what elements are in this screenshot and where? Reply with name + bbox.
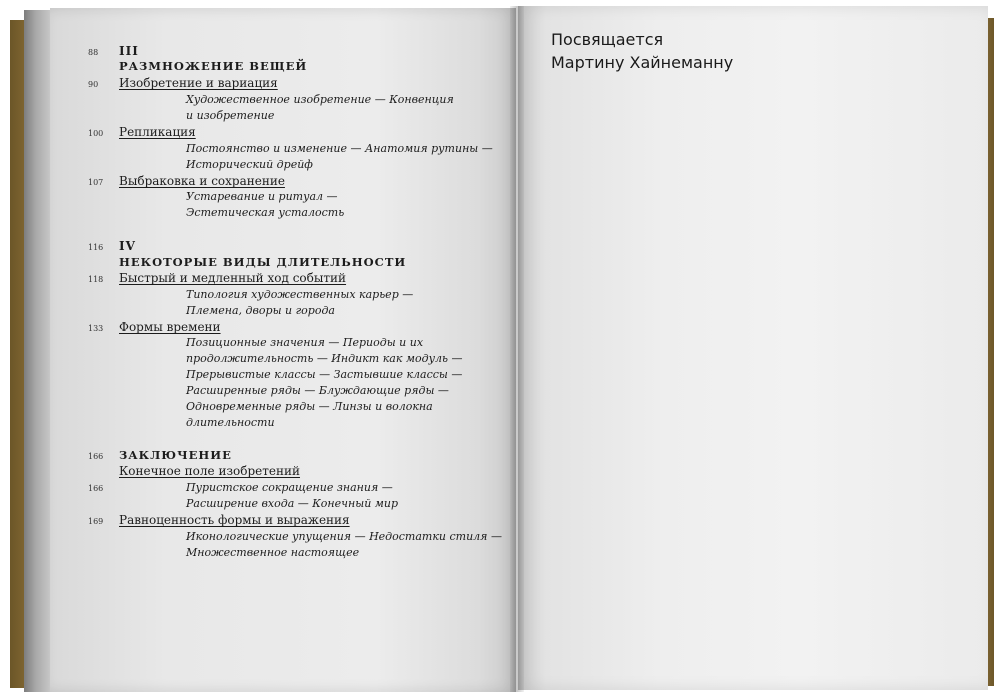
- chapter-link[interactable]: Равноценность формы и выражения: [119, 513, 350, 527]
- dedication-line: Посвящается: [551, 30, 664, 49]
- dedication: [551, 28, 733, 74]
- chapter-link[interactable]: Выбраковка и сохранение: [119, 174, 285, 188]
- subtopic: Одновременные ряды — Линзы и волокна: [186, 400, 433, 413]
- subtopic: Эстетическая усталость: [186, 206, 345, 219]
- page-number: 166: [88, 484, 104, 493]
- subtopic: Устаревание и ритуал —: [186, 190, 338, 203]
- section-title: НЕКОТОРЫЕ ВИДЫ ДЛИТЕЛЬНОСТИ: [119, 255, 407, 269]
- subtopic: Постоянство и изменение — Анатомия рутины —: [186, 142, 493, 155]
- page-number: 166: [88, 452, 104, 461]
- subtopic: продолжительность — Индикт как модуль —: [186, 352, 463, 365]
- section-roman: III: [119, 44, 139, 58]
- section-title: РАЗМНОЖЕНИЕ ВЕЩЕЙ: [119, 59, 308, 73]
- chapter-link[interactable]: Изобретение и вариация: [119, 76, 278, 90]
- subtopic: Исторический дрейф: [186, 158, 313, 171]
- subtopic: Позиционные значения — Периоды и их: [186, 336, 424, 349]
- page-number: 118: [88, 275, 104, 284]
- subtopic: и изобретение: [186, 109, 275, 122]
- dedication-name: Мартину Хайнеманну: [551, 53, 734, 72]
- chapter-link[interactable]: Репликация: [119, 125, 196, 139]
- right-page: [518, 6, 988, 690]
- page-number: 116: [88, 243, 104, 252]
- subtopic: Типология художественных карьер —: [186, 288, 414, 301]
- subtopic: Иконологические упущения — Недостатки стиля —: [186, 530, 502, 543]
- subtopic: Прерывистые классы — Застывшие классы —: [186, 368, 463, 381]
- chapter-link[interactable]: Формы времени: [119, 320, 221, 334]
- page-number: 133: [88, 324, 104, 333]
- subtopic: Племена, дворы и города: [186, 304, 335, 317]
- page-number: 107: [88, 178, 104, 187]
- subtopic: Расширение входа — Конечный мир: [186, 497, 399, 510]
- page-number: 100: [88, 129, 104, 138]
- subtopic: Множественное настоящее: [186, 546, 360, 559]
- page-number: 88: [88, 48, 99, 57]
- subtopic: Художественное изобретение — Конвенция: [186, 93, 454, 106]
- subtopic: Расширенные ряды — Блуждающие ряды —: [186, 384, 449, 397]
- page-number: 90: [88, 80, 99, 89]
- chapter-link[interactable]: Быстрый и медленный ход событий: [119, 271, 347, 285]
- subtopic: Пуристское сокращение знания —: [186, 481, 393, 494]
- section-roman: IV: [119, 239, 136, 253]
- subtopic: длительности: [186, 416, 275, 429]
- spine-shadow: [510, 6, 524, 692]
- page-number: 169: [88, 517, 104, 526]
- chapter-link[interactable]: Конечное поле изобретений: [119, 464, 300, 478]
- section-title: ЗАКЛЮЧЕНИЕ: [119, 448, 232, 462]
